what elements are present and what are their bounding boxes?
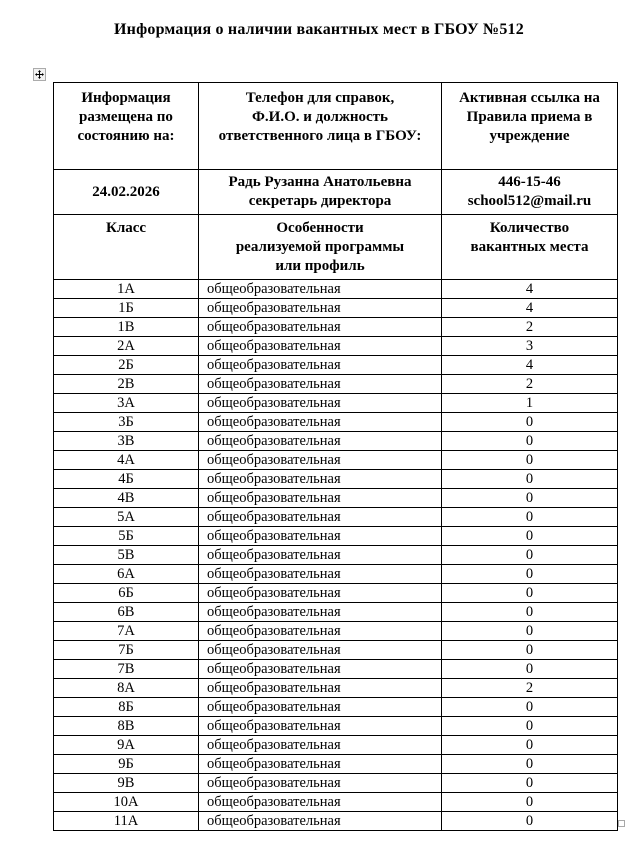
program-value[interactable]: общеобразовательная bbox=[199, 413, 442, 432]
program-value[interactable]: общеобразовательная bbox=[199, 508, 442, 527]
info-cell-contact[interactable] bbox=[199, 170, 442, 215]
program-value[interactable]: общеобразовательная bbox=[199, 356, 442, 375]
header-line: состоянию на: bbox=[77, 128, 175, 144]
vacancies-value[interactable]: 0 bbox=[442, 755, 618, 774]
program-value[interactable]: общеобразовательная bbox=[199, 299, 442, 318]
table-row bbox=[54, 451, 618, 470]
table-row bbox=[54, 698, 618, 717]
class-value[interactable]: 1А bbox=[54, 280, 199, 299]
vacancies-value[interactable]: 0 bbox=[442, 793, 618, 812]
table-row bbox=[54, 470, 618, 489]
table-row bbox=[54, 736, 618, 755]
vacancies-value[interactable]: 0 bbox=[442, 470, 618, 489]
table-row bbox=[54, 774, 618, 793]
class-value[interactable]: 3А bbox=[54, 394, 199, 413]
program-value[interactable]: общеобразовательная bbox=[199, 451, 442, 470]
class-value[interactable]: 8В bbox=[54, 717, 199, 736]
class-value[interactable]: 6А bbox=[54, 565, 199, 584]
table-row bbox=[54, 508, 618, 527]
table-row bbox=[54, 717, 618, 736]
vacancies-value[interactable]: 0 bbox=[442, 774, 618, 793]
program-value[interactable]: общеобразовательная bbox=[199, 603, 442, 622]
class-value[interactable]: 8Б bbox=[54, 698, 199, 717]
table-row bbox=[54, 660, 618, 679]
subheader-line: Количество bbox=[489, 220, 570, 236]
header-cell-link[interactable] bbox=[442, 83, 618, 170]
vacancies-value[interactable]: 2 bbox=[442, 375, 618, 394]
table-subheader-row bbox=[54, 215, 618, 280]
page-title: Информация о наличии вакантных мест в ГБОУ №512 bbox=[114, 21, 524, 38]
program-value[interactable]: общеобразовательная bbox=[199, 470, 442, 489]
class-value[interactable]: 1Б bbox=[54, 299, 199, 318]
vacancies-value[interactable]: 4 bbox=[442, 356, 618, 375]
class-value[interactable]: 9Б bbox=[54, 755, 199, 774]
class-value[interactable]: 5В bbox=[54, 546, 199, 565]
table-row bbox=[54, 603, 618, 622]
table-row bbox=[54, 641, 618, 660]
subheader-cell-vacancies[interactable] bbox=[442, 215, 618, 280]
table-row bbox=[54, 812, 618, 831]
vacancies-value[interactable]: 0 bbox=[442, 546, 618, 565]
info-cell-date[interactable] bbox=[54, 170, 199, 215]
program-value[interactable]: общеобразовательная bbox=[199, 622, 442, 641]
class-value[interactable]: 7В bbox=[54, 660, 199, 679]
vacancies-value[interactable]: 0 bbox=[442, 660, 618, 679]
vacancies-value[interactable]: 0 bbox=[442, 736, 618, 755]
vacancies-value[interactable]: 0 bbox=[442, 812, 618, 831]
class-value[interactable]: 9А bbox=[54, 736, 199, 755]
table-move-icon bbox=[35, 70, 44, 79]
table-row bbox=[54, 432, 618, 451]
program-value[interactable]: общеобразовательная bbox=[199, 641, 442, 660]
program-value[interactable]: общеобразовательная bbox=[199, 755, 442, 774]
program-value[interactable]: общеобразовательная bbox=[199, 717, 442, 736]
vacancies-value[interactable]: 3 bbox=[442, 337, 618, 356]
table-resize-handle[interactable] bbox=[618, 820, 625, 827]
class-value[interactable]: 3Б bbox=[54, 413, 199, 432]
class-value[interactable]: 2Б bbox=[54, 356, 199, 375]
vacancies-value[interactable]: 0 bbox=[442, 508, 618, 527]
table-row bbox=[54, 793, 618, 812]
vacancies-value[interactable]: 1 bbox=[442, 394, 618, 413]
program-value[interactable]: общеобразовательная bbox=[199, 280, 442, 299]
program-value[interactable]: общеобразовательная bbox=[199, 812, 442, 831]
class-value[interactable]: 4В bbox=[54, 489, 199, 508]
table-row bbox=[54, 622, 618, 641]
class-value[interactable]: 2А bbox=[54, 337, 199, 356]
vacancies-value[interactable]: 4 bbox=[442, 280, 618, 299]
program-value[interactable]: общеобразовательная bbox=[199, 432, 442, 451]
vacancies-value[interactable]: 0 bbox=[442, 489, 618, 508]
header-line: размещена по bbox=[79, 109, 173, 125]
table-row bbox=[54, 318, 618, 337]
program-value[interactable]: общеобразовательная bbox=[199, 584, 442, 603]
subheader-line: или профиль bbox=[275, 258, 365, 274]
header-cell-phone[interactable] bbox=[199, 83, 442, 170]
table-row bbox=[54, 394, 618, 413]
program-value[interactable]: общеобразовательная bbox=[199, 736, 442, 755]
vacancies-value[interactable]: 0 bbox=[442, 565, 618, 584]
class-value[interactable]: 9В bbox=[54, 774, 199, 793]
vacancies-value[interactable]: 0 bbox=[442, 527, 618, 546]
program-value[interactable]: общеобразовательная bbox=[199, 489, 442, 508]
program-value[interactable]: общеобразовательная bbox=[199, 679, 442, 698]
class-value[interactable]: 2В bbox=[54, 375, 199, 394]
class-value[interactable]: 5А bbox=[54, 508, 199, 527]
subheader-line: Класс bbox=[105, 220, 147, 236]
table-info-row bbox=[54, 170, 618, 215]
vacancies-value[interactable]: 0 bbox=[442, 603, 618, 622]
class-value[interactable]: 7А bbox=[54, 622, 199, 641]
table-row bbox=[54, 299, 618, 318]
class-value[interactable]: 8А bbox=[54, 679, 199, 698]
vacancies-value[interactable]: 0 bbox=[442, 717, 618, 736]
class-value[interactable]: 7Б bbox=[54, 641, 199, 660]
class-value[interactable]: 6Б bbox=[54, 584, 199, 603]
class-value[interactable]: 3В bbox=[54, 432, 199, 451]
header-line: Правила приема в bbox=[466, 109, 593, 125]
program-value[interactable]: общеобразовательная bbox=[199, 565, 442, 584]
vacancies-value[interactable]: 0 bbox=[442, 451, 618, 470]
contact-name: Радь Рузанна Анатольевна bbox=[228, 174, 412, 190]
header-line: Активная ссылка на bbox=[459, 90, 600, 106]
table-move-handle[interactable] bbox=[33, 68, 46, 81]
table-row bbox=[54, 375, 618, 394]
vacancies-table bbox=[53, 82, 618, 831]
header-line: Телефон для справок, bbox=[245, 90, 395, 106]
header-cell-info-date[interactable] bbox=[54, 83, 199, 170]
class-value[interactable]: 1В bbox=[54, 318, 199, 337]
table-row bbox=[54, 356, 618, 375]
table-row bbox=[54, 679, 618, 698]
program-value[interactable]: общеобразовательная bbox=[199, 318, 442, 337]
program-value[interactable]: общеобразовательная bbox=[199, 774, 442, 793]
table-row bbox=[54, 584, 618, 603]
table-header-row bbox=[54, 83, 618, 170]
table-row bbox=[54, 280, 618, 299]
subheader-line: Особенности bbox=[276, 220, 364, 236]
program-value[interactable]: общеобразовательная bbox=[199, 394, 442, 413]
vacancies-value[interactable]: 0 bbox=[442, 584, 618, 603]
vacancies-value[interactable]: 4 bbox=[442, 299, 618, 318]
table-row bbox=[54, 565, 618, 584]
table-row bbox=[54, 527, 618, 546]
vacancies-value[interactable]: 0 bbox=[442, 622, 618, 641]
subheader-cell-class[interactable] bbox=[54, 215, 199, 280]
table-row bbox=[54, 489, 618, 508]
vacancies-value[interactable]: 0 bbox=[442, 641, 618, 660]
subheader-line: вакантных места bbox=[470, 239, 589, 255]
vacancies-value[interactable]: 0 bbox=[442, 698, 618, 717]
header-line: ответственного лица в ГБОУ: bbox=[218, 128, 422, 144]
vacancies-value[interactable]: 2 bbox=[442, 318, 618, 337]
vacancies-value[interactable]: 2 bbox=[442, 679, 618, 698]
program-value[interactable]: общеобразовательная bbox=[199, 337, 442, 356]
subheader-cell-program[interactable] bbox=[199, 215, 442, 280]
class-value[interactable]: 4Б bbox=[54, 470, 199, 489]
phone-number: 446-15-46 bbox=[498, 174, 561, 190]
info-cell-details[interactable] bbox=[442, 170, 618, 215]
date-value: 24.02.2026 bbox=[92, 183, 160, 200]
class-value[interactable]: 5Б bbox=[54, 527, 199, 546]
header-line: учреждение bbox=[489, 128, 570, 144]
program-value[interactable]: общеобразовательная bbox=[199, 375, 442, 394]
table-row bbox=[54, 755, 618, 774]
class-value[interactable]: 6В bbox=[54, 603, 199, 622]
class-value[interactable]: 4А bbox=[54, 451, 199, 470]
vacancies-value[interactable]: 0 bbox=[442, 432, 618, 451]
class-value[interactable]: 11А bbox=[54, 812, 199, 831]
table-row bbox=[54, 413, 618, 432]
header-line: Информация bbox=[81, 90, 171, 106]
subheader-line: реализуемой программы bbox=[235, 239, 405, 255]
program-value[interactable]: общеобразовательная bbox=[199, 546, 442, 565]
email-address: school512@mail.ru bbox=[467, 193, 592, 209]
program-value[interactable]: общеобразовательная bbox=[199, 527, 442, 546]
table-row bbox=[54, 546, 618, 565]
vacancies-value[interactable]: 0 bbox=[442, 413, 618, 432]
program-value[interactable]: общеобразовательная bbox=[199, 698, 442, 717]
contact-position: секретарь директора bbox=[248, 193, 392, 209]
program-value[interactable]: общеобразовательная bbox=[199, 660, 442, 679]
program-value[interactable]: общеобразовательная bbox=[199, 793, 442, 812]
header-line: Ф.И.О. и должность bbox=[252, 109, 388, 125]
class-value[interactable]: 10А bbox=[54, 793, 199, 812]
table-row bbox=[54, 337, 618, 356]
